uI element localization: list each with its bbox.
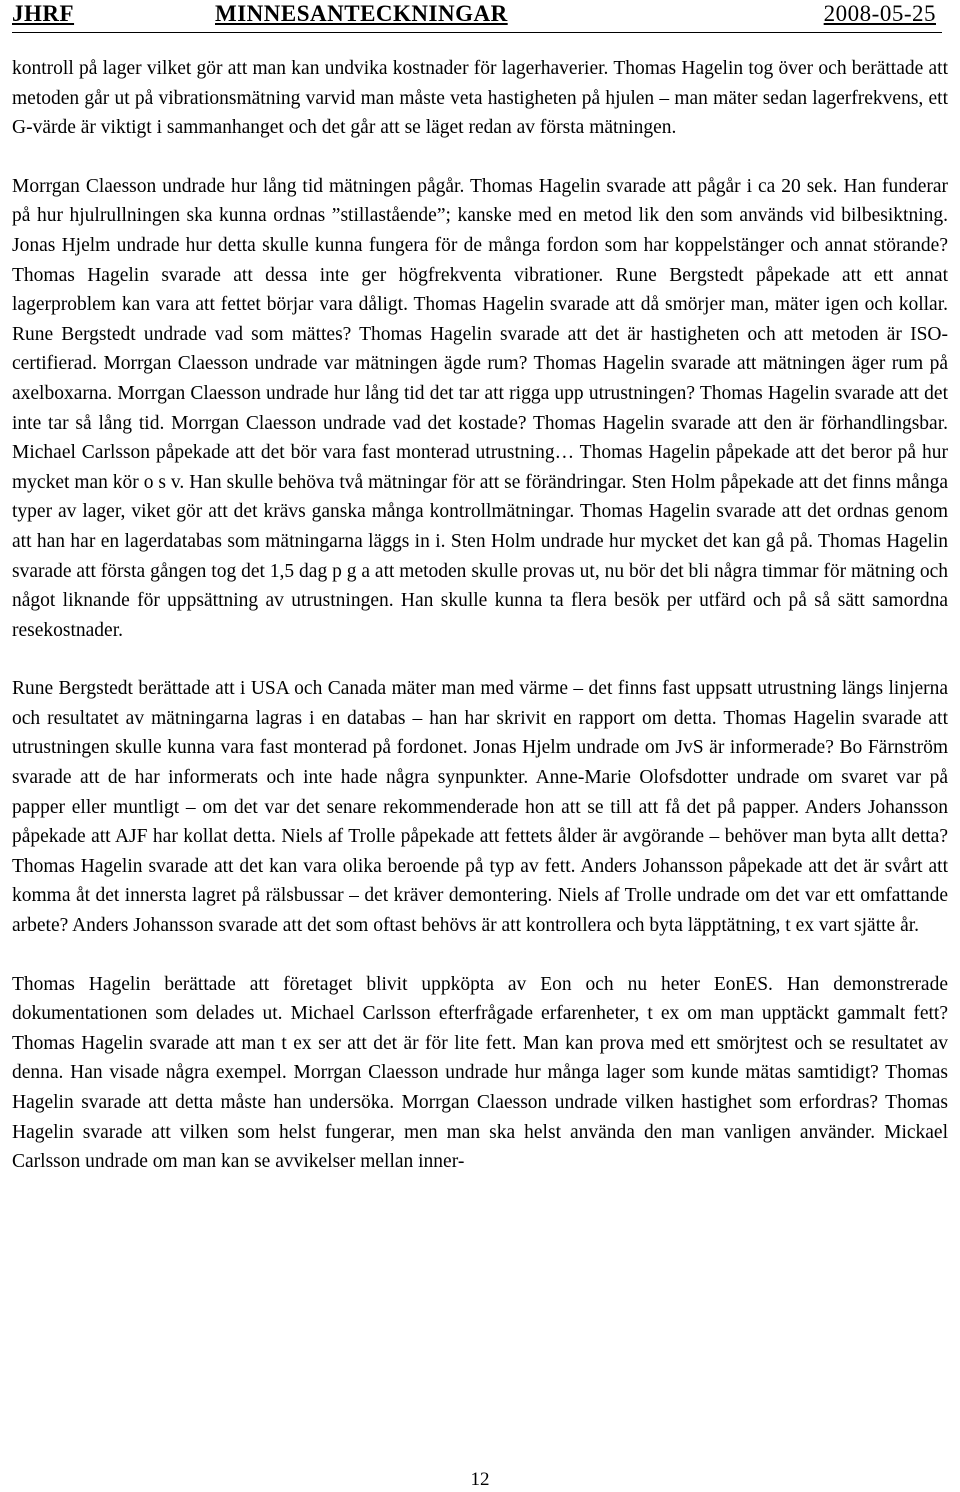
paragraph-3: Rune Bergstedt berättade att i USA och Canada mäter man med värme – det finns fast uppsatt utrustning längs linjerna och resultatet av mätningarna lagras i en databas – han har skrivit en rapport om detta. Thomas Hagelin svarade att utrustningen skulle kunna vara fast monterad på fordonet. Jonas Hjelm undrade om JvS är informerade? Bo Färnström svarade att de har informerats och inte hade några synpunkter. Anne-Marie Olofsdotter undrade om svaret var på papper eller muntligt – om det var det senare rekommenderade hon att se till att få det på papper. Anders Johansson påpekade att AJF har kollat detta. Niels af Trolle påpekade att fettets ålder är avgörande – behöver man byta allt detta? Thomas Hagelin svarade att det kan vara olika beroende på typ av fett. Anders Johansson påpekade att det är svårt att komma åt det innersta lagret på rälsbussar – det kräver demontering. Niels af Trolle undrade om det var ett omfattande arbete? Anders Johansson svarade att det som oftast behövs är att kontrollera och byta läpptätning, t ex vart sjätte år. xyxy=(12,678,948,937)
page-number: 12 xyxy=(470,1469,490,1490)
header-organization: JHRF xyxy=(12,1,75,26)
document-body xyxy=(12,54,948,1177)
page-header xyxy=(12,0,942,33)
paragraph-4: Thomas Hagelin berättade att företaget blivit uppköpta av Eon och nu heter EonES. Han demonstrerade dokumentationen som delades ut. Michael Carlsson efterfrågade erfarenheter, t ex om man upptäckt gammalt fett? Thomas Hagelin svarade att man t ex ser att det är för lite fett. Man kan prova med ett smörjtest och se resultatet av denna. Han visade några exempel. Morrgan Claesson undrade hur många lager som kunde mätas samtidigt? Thomas Hagelin svarade att detta måste han undersöka. Morrgan Claesson undrade vilken hastighet som erfordras? Thomas Hagelin svarade att vilken som helst fungerar, men man ska helst använda den man vanligen använder. Mickael Carlsson undrade om man kan se avvikelser mellan inner- xyxy=(12,973,948,1173)
paragraph-2: Morrgan Claesson undrade hur lång tid mätningen pågår. Thomas Hagelin svarade att pågår i ca 20 sek. Han funderar på hur hjulrullningen ska kunna ordnas ”stillastående”; kanske med en metod lik den som används vid bilbesiktning. Jonas Hjelm undrade hur detta skulle kunna fungera för de många fordon som har koppelstänger och annat störande? Thomas Hagelin svarade att dessa inte ger högfrekventa vibrationer. Rune Bergstedt påpekade att ett annat lagerproblem kan vara att fettet börjar vara dåligt. Thomas Hagelin svarade att då smörjer man, mäter igen och kollar. Rune Bergstedt undrade vad som mättes? Thomas Hagelin svarade att det är hastigheten och att metoden är ISO-certifierad. Morrgan Claesson undrade var mätningen ägde rum? Thomas Hagelin svarade att mätningen äger rum på axelboxarna. Morrgan Claesson undrade hur lång tid det tar att rigga upp utrustningen? Thomas Hagelin svarade att det inte tar så lång tid. Morrgan Claesson undrade vad det kostade? Thomas Hagelin svarade att den är förhandlingsbar. Michael Carlsson påpekade att det bör vara fast monterad utrustning… Thomas Hagelin påpekade att det beror på hur mycket man kör o s v. Han skulle behöva två mätningar för att se förändringar. Sten Holm påpekade att det finns många typer av lager, viket gör att det krävs ganska många kontrollmätningar. Thomas Hagelin svarade att det ordnas genom att han har en lagerdatabas som mätningarna läggs in i. Sten Holm undrade hur mycket det kan gå på. Thomas Hagelin svarade att första gången tog det 1,5 dag p g a att metoden skulle provas ut, nu bör det bli några timmar för mätning och något liknande för uppsättning av utrustningen. Han skulle kunna ta flera besök per utfärd och på så sätt samordna resekostnader. xyxy=(12,175,948,641)
header-date: 2008-05-25 xyxy=(823,1,936,26)
paragraph-1: kontroll på lager vilket gör att man kan undvika kostnader för lagerhaverier. Thomas Hagelin tog över och berättade att metoden går ut på vibrationsmätning varvid man måste veta hastigheten på hjulen – man mäter sedan lagerfrekvens, ett G-värde är viktigt i sammanhanget och det går att se läget redan av första mätningen. xyxy=(12,58,948,139)
header-document-title: MINNESANTECKNINGAR xyxy=(215,1,508,26)
